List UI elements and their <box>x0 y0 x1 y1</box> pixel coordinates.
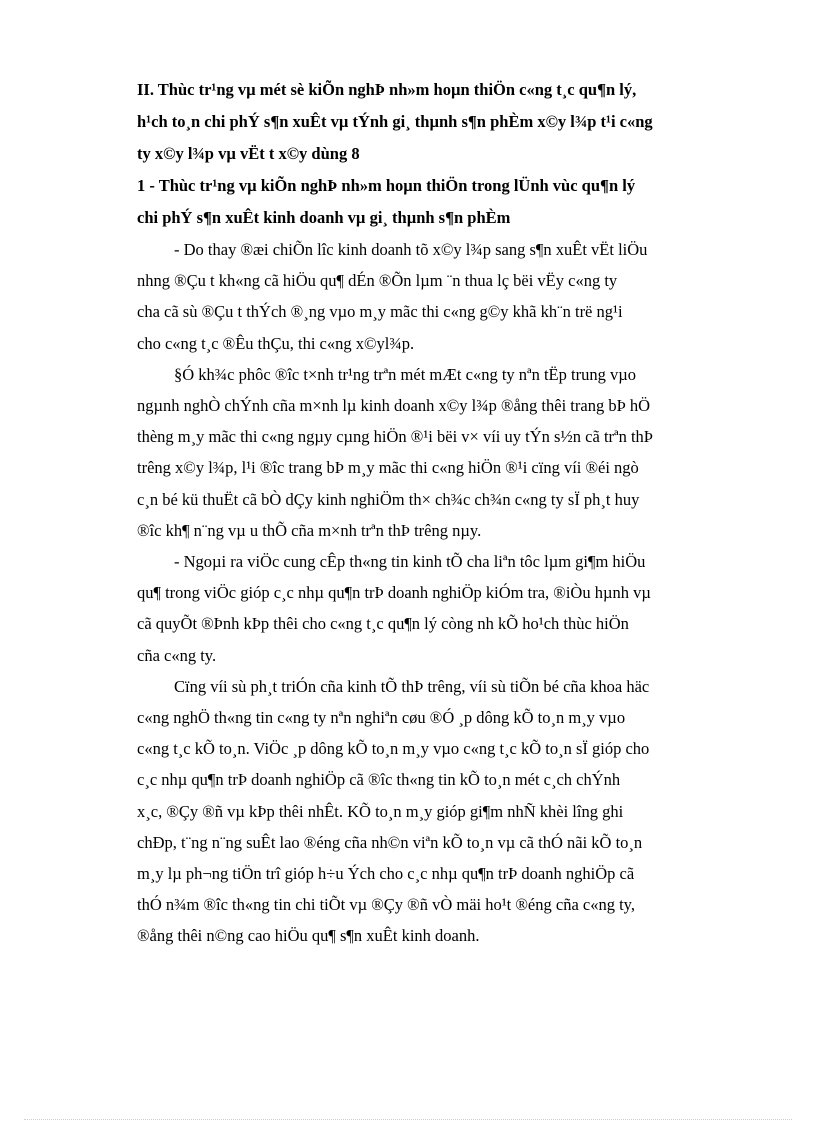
paragraph-line: §Ó kh¾c phôc ®îc t×nh tr¹ng trªn mét mÆt c«ng ty nªn tËp trung vµo <box>174 364 636 384</box>
paragraph-line: ®îc kh¶ n¨ng vµ u thÕ cña m×nh trªn thÞ trêng nµy. <box>137 520 482 540</box>
paragraph-line: c¸n bé kü thuËt cã bÒ dÇy kinh nghiÖm th× ch¾c ch¾n c«ng ty sÏ ph¸t huy <box>137 489 640 509</box>
paragraph-line: c«ng nghÖ th«ng tin c«ng ty nªn nghiªn cøu ®Ó ¸p dông kÕ to¸n m¸y vµo <box>137 708 626 728</box>
paragraph-line: m¸y lµ ph¬ng tiÖn trî gióp h÷u Ých cho c¸c nhµ qu¶n trÞ doanh nghiÖp cã <box>137 864 635 884</box>
paragraph-3 <box>137 546 739 671</box>
heading-line: 1 - Thùc tr¹ng vµ kiÕn nghÞ nh»m hoµn thiÖn trong lÜnh vùc qu¶n lý <box>137 176 636 195</box>
heading-line: II. Thùc tr¹ng vµ mét sè kiÕn nghÞ nh»m hoµn thiÖn c«ng t¸c qu¶n lý, <box>137 80 637 99</box>
paragraph-4 <box>137 671 739 952</box>
paragraph-line: thÓ n¾m ®îc th«ng tin chi tiÕt vµ ®Çy ®ñ vÒ mäi ho¹t ®éng cña c«ng ty, <box>137 895 635 915</box>
paragraph-line: x¸c, ®Çy ®ñ vµ kÞp thêi nhÊt. KÕ to¸n m¸y gióp gi¶m nhÑ khèi lîng ghi <box>137 801 624 821</box>
paragraph-line: Cïng víi sù ph¸t triÓn cña kinh tÕ thÞ trêng, víi sù tiÕn bé cña khoa häc <box>174 676 650 696</box>
paragraph-line: nhng ®Çu t kh«ng cã hiÖu qu¶ dÉn ®Õn lµm ¨n thua lç bëi vËy c«ng ty <box>137 271 618 291</box>
heading-line: h¹ch to¸n chi phÝ s¶n xuÊt vµ tÝnh gi¸ thµnh s¶n phÈm x©y l¾p t¹i c«ng <box>137 112 653 131</box>
heading-line: chi phÝ s¶n xuÊt kinh doanh vµ gi¸ thµnh s¶n phÈm <box>137 208 511 227</box>
paragraph-line: cña c«ng ty. <box>137 645 217 665</box>
paragraph-line: qu¶ trong viÖc gióp c¸c nhµ qu¶n trÞ doanh nghiÖp kiÓm tra, ®iÒu hµnh vµ <box>137 583 651 603</box>
paragraph-line: - Ngoµi ra viÖc cung cÊp th«ng tin kinh tÕ cha liªn tôc lµm gi¶m hiÖu <box>174 552 646 572</box>
document-page <box>137 74 739 952</box>
paragraph-line: cã quyÕt ®Þnh kÞp thêi cho c«ng t¸c qu¶n lý còng nh kÕ ho¹ch thùc hiÖn <box>137 614 629 634</box>
heading-line: ty x©y l¾p vµ vËt t x©y dùng 8 <box>137 144 360 163</box>
paragraph-line: ®ång thêi n©ng cao hiÖu qu¶ s¶n xuÊt kinh doanh. <box>137 926 480 946</box>
section-1-heading <box>137 170 739 234</box>
paragraph-line: cho c«ng t¸c ®Êu thÇu, thi c«ng x©yl¾p. <box>137 333 415 353</box>
page-bottom-rule <box>24 1119 792 1120</box>
paragraph-line: chÐp, t¨ng n¨ng suÊt lao ®éng cña nh©n viªn kÕ to¸n vµ cã thÓ nãi kÕ to¸n <box>137 832 643 852</box>
paragraph-1 <box>137 234 739 359</box>
paragraph-line: - Do thay ®æi chiÕn lîc kinh doanh tõ x©y l¾p sang s¶n xuÊt vËt liÖu <box>174 240 648 259</box>
paragraph-2 <box>137 359 739 546</box>
paragraph-line: cha cã sù ®Çu t thÝch ®¸ng vµo m¸y mãc thi c«ng g©y khã kh¨n trë ng¹i <box>137 302 623 322</box>
paragraph-line: c¸c nhµ qu¶n trÞ doanh nghiÖp cã ®îc th«ng tin kÕ to¸n mét c¸ch chÝnh <box>137 770 621 790</box>
paragraph-line: ngµnh nghÒ chÝnh cña m×nh lµ kinh doanh x©y l¾p ®ång thêi trang bÞ hÖ <box>137 396 651 416</box>
paragraph-line: c«ng t¸c kÕ to¸n. ViÖc ¸p dông kÕ to¸n m¸y vµo c«ng t¸c kÕ to¸n sÏ gióp cho <box>137 739 650 759</box>
paragraph-line: trêng x©y l¾p, l¹i ®îc trang bÞ m¸y mãc thi c«ng hiÖn ®¹i cïng víi ®éi ngò <box>137 458 639 478</box>
paragraph-line: thèng m¸y mãc thi c«ng ngµy cµng hiÖn ®¹i bëi v× víi uy tÝn s½n cã trªn thÞ <box>137 427 653 447</box>
section-2-heading <box>137 74 739 170</box>
